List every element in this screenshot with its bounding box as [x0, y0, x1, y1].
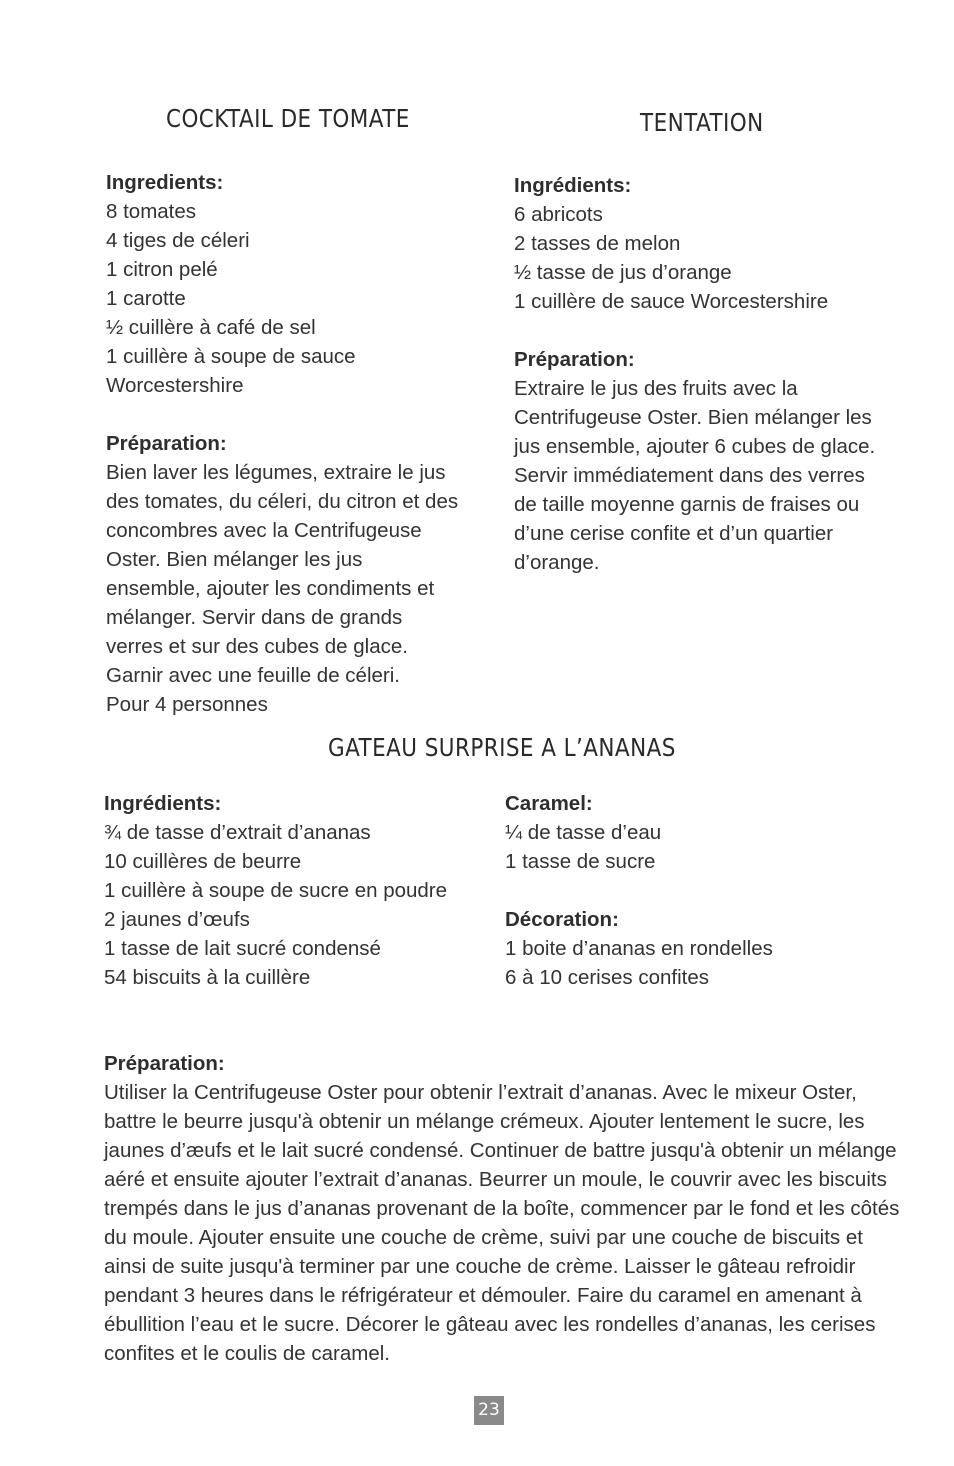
preparation-line: Centrifugeuse Oster. Bien mélanger les — [514, 406, 872, 429]
ingredient-item: 8 tomates — [106, 200, 197, 223]
ingredient-item: ¾ de tasse d’extrait d’ananas — [104, 821, 371, 844]
preparation-line: ainsi de suite jusqu'à terminer par une couche de crème. Laisser le gâteau refroidir — [104, 1255, 856, 1278]
preparation-line: jaunes d’æufs et le lait sucré condensé. Continuer de battre jusqu'à obtenir un mélange — [104, 1139, 897, 1162]
caramel-item: 1 tasse de sucre — [505, 850, 656, 873]
preparation-line: pendant 3 heures dans le réfrigérateur et démouler. Faire du caramel en amenant à — [104, 1284, 862, 1307]
ingredient-item: 2 jaunes d’œufs — [104, 908, 250, 931]
preparation-line: Garnir avec une feuille de céleri. — [106, 664, 400, 687]
ingredient-item: 1 carotte — [106, 287, 186, 310]
preparation-line: Extraire le jus des fruits avec la — [514, 377, 798, 400]
preparation-line: confites et le coulis de caramel. — [104, 1342, 390, 1365]
gateau-preparation — [104, 1049, 900, 1368]
tentation-ingredients-label: Ingrédients: — [514, 174, 632, 197]
cocktail-title: COCKTAIL DE TOMATE — [166, 104, 410, 133]
ingredient-item: 1 cuillère à soupe de sauce — [106, 345, 356, 368]
gateau-ingredients — [104, 789, 484, 992]
page-number: 23 — [474, 1396, 504, 1425]
gateau-title: GATEAU SURPRISE A L’ANANAS — [328, 733, 676, 762]
ingredient-item: 6 abricots — [514, 203, 603, 226]
caramel-item: ¼ de tasse d’eau — [505, 821, 662, 844]
ingredient-item: ½ tasse de jus d’orange — [514, 261, 732, 284]
cocktail-ingredients-label: Ingredients: — [106, 171, 224, 194]
preparation-line: jus ensemble, ajouter 6 cubes de glace. — [514, 435, 876, 458]
ingredient-item: ½ cuillère à café de sel — [106, 316, 316, 339]
cocktail-preparation-label: Préparation: — [106, 432, 227, 455]
ingredient-item: 2 tasses de melon — [514, 232, 681, 255]
ingredient-item: 1 tasse de lait sucré condensé — [104, 937, 381, 960]
decoration-item: 6 à 10 cerises confites — [505, 966, 709, 989]
ingredient-item: Worcestershire — [106, 374, 244, 397]
tentation-preparation-label: Préparation: — [514, 348, 635, 371]
preparation-line: d’orange. — [514, 551, 600, 574]
preparation-line: des tomates, du céleri, du citron et des — [106, 490, 459, 513]
preparation-line: trempés dans le jus d’ananas provenant de la boîte, commencer par le fond et les côtés — [104, 1197, 900, 1220]
preparation-line: Oster. Bien mélanger les jus — [106, 548, 363, 571]
ingredient-item: 1 citron pelé — [106, 258, 218, 281]
preparation-line: de taille moyenne garnis de fraises ou — [514, 493, 860, 516]
preparation-line: Servir immédiatement dans des verres — [514, 464, 865, 487]
decoration-label: Décoration: — [505, 908, 619, 931]
preparation-line: Bien laver les légumes, extraire le jus — [106, 461, 446, 484]
preparation-line: ébullition l’eau et le sucre. Décorer le gâteau avec les rondelles d’ananas, les cerises — [104, 1313, 876, 1336]
preparation-line: ensemble, ajouter les condiments et — [106, 577, 435, 600]
ingredient-item: 4 tiges de céleri — [106, 229, 250, 252]
preparation-line: d’une cerise confite et d’un quartier — [514, 522, 834, 545]
preparation-line: Utiliser la Centrifugeuse Oster pour obtenir l’extrait d’ananas. Avec le mixeur Oster, — [104, 1081, 857, 1104]
preparation-line: du moule. Ajouter ensuite une couche de crème, suivi par une couche de biscuits et — [104, 1226, 863, 1249]
preparation-line: concombres avec la Centrifugeuse — [106, 519, 422, 542]
ingredient-item: 54 biscuits à la cuillère — [104, 966, 311, 989]
gateau-ingredients-label: Ingrédients: — [104, 792, 222, 815]
caramel-label: Caramel: — [505, 792, 593, 815]
preparation-line: Pour 4 personnes — [106, 693, 268, 716]
decoration-item: 1 boite d’ananas en rondelles — [505, 937, 773, 960]
gateau-caramel-decoration — [505, 789, 865, 992]
ingredient-item: 1 cuillère à soupe de sucre en poudre — [104, 879, 448, 902]
preparation-line: mélanger. Servir dans de grands — [106, 606, 403, 629]
ingredient-item: 1 cuillère de sauce Worcestershire — [514, 290, 829, 313]
cocktail-ingredients — [106, 168, 466, 719]
preparation-line: aéré et ensuite ajouter l’extrait d’ananas. Beurrer un moule, le couvrir avec les biscuits — [104, 1168, 887, 1191]
gateau-preparation-label: Préparation: — [104, 1052, 225, 1075]
ingredient-item: 10 cuillères de beurre — [104, 850, 302, 873]
preparation-line: verres et sur des cubes de glace. — [106, 635, 408, 658]
preparation-line: battre le beurre jusqu'à obtenir un mélange crémeux. Ajouter lentement le sucre, les — [104, 1110, 865, 1133]
tentation-ingredients — [514, 171, 874, 577]
tentation-title: TENTATION — [640, 108, 764, 137]
